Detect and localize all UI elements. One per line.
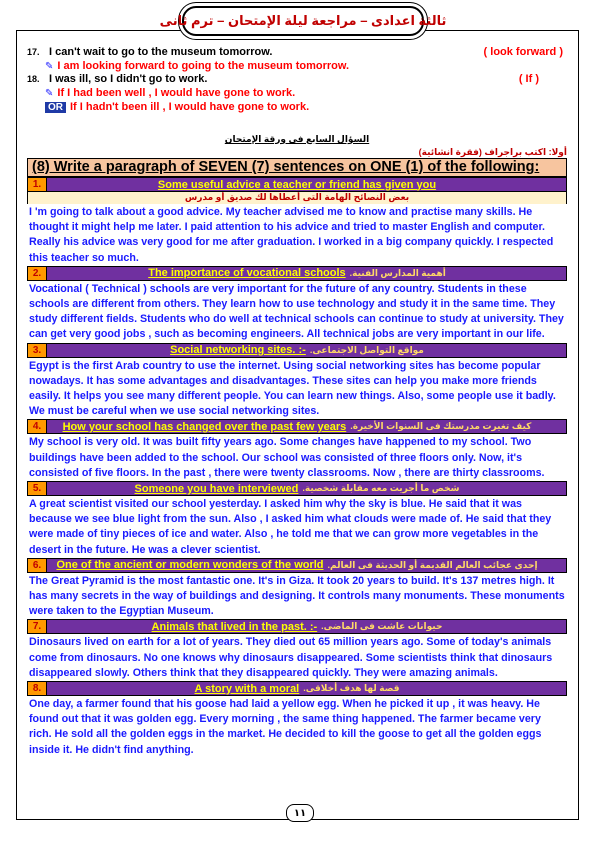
topic-6	[27, 558, 567, 620]
question-hint: ( look forward )	[483, 46, 563, 58]
answer-18-alt	[27, 100, 567, 114]
topic-title: A story with a moral	[194, 682, 300, 695]
topic-paragraph: One day, a farmer found that his goose had laid a yellow egg. When he picked it up , it was heavy. He found out that it was golden egg. Every morning , the same thing happened. The farmer became very rich. He sold all the golden eggs in the market. He decided to kill the goose to get all the golden eggs inside it. He didn't find anything.	[29, 698, 542, 756]
topic-title-bar	[27, 558, 567, 573]
topic-arabic-title: مواقع التواصل الاجتماعى.	[309, 344, 424, 355]
topic-title-bar	[27, 266, 567, 281]
question-number: 17.	[27, 47, 40, 57]
topic-paragraph: A great scientist visited our school yesterday. I asked him why the sky is blue. He said that it was because we see blue light from the sun. Also , I asked him what clouds were made of. He said that they were made of tiny pieces of ice and water. Also , he told me that we can grow more vegetables in the desert in the future. He was a clever scientist.	[29, 498, 552, 556]
topic-8	[27, 681, 567, 758]
page-content	[27, 46, 567, 758]
topic-arabic-title: كيف تغيرت مدرستك فى السنوات الأخيرة.	[350, 421, 532, 432]
topic-number: 7.	[28, 620, 47, 633]
question-17	[27, 46, 567, 59]
topic-arabic-title: إحدى عجائب العالم القديمة أو الحديثة فى العالم.	[327, 559, 538, 570]
topic-4	[27, 419, 567, 481]
topic-arabic-subtitle: بعض النصائح الهامة التى أعطاها لك صديق أو مدرس	[27, 192, 567, 204]
topic-paragraph: Dinosaurs lived on earth for a lot of years. They died out 65 million years ago. Some of today's animals come from dinosaurs. No one knows why dinosaurs disappeared. Some scientists think that dinosaurs disappeared slowly. Others think that they disappeared quickly. They were amazing animals.	[29, 636, 553, 679]
answer-18	[27, 86, 567, 100]
topic-paragraph: My school is very old. It was built fifty years ago. Some changes have happened to my school. Two buildings have been added to the school. Our school was consisted of three floors only. Now, it's consisted of five floors. In the past , there were twenty classrooms. Now , there are thirty classrooms.	[29, 436, 545, 479]
topic-number: 4.	[28, 420, 47, 433]
topic-title: The importance of vocational schools	[148, 267, 346, 280]
topic-title: How your school has changed over the past few years	[62, 420, 347, 433]
topic-arabic-title: أهمية المدارس الفنية.	[349, 267, 446, 278]
answer-text: I am looking forward to going to the museum tomorrow.	[57, 60, 350, 72]
question-hint: ( If )	[518, 73, 539, 85]
topic-number: 3.	[28, 344, 47, 357]
page-header: ثالثة اعدادى – مراجعة ليلة الإمتحان – ترم ثانى	[182, 6, 424, 36]
question-text: I was ill, so I didn't go to work.	[49, 73, 208, 85]
topic-title-bar	[27, 419, 567, 434]
or-label: OR	[45, 102, 66, 113]
question-text: I can't wait to go to the museum tomorrow.	[49, 46, 273, 58]
topic-1	[27, 177, 567, 266]
answer-alt-text: If I hadn't been ill , I would have gone to work.	[70, 101, 310, 113]
topic-arabic-title: قصة لها هدف أخلاقى.	[303, 683, 400, 694]
topic-number: 5.	[28, 482, 47, 495]
question-18	[27, 73, 567, 86]
topic-paragraph: The Great Pyramid is the most fantastic one. It's in Giza. It took 20 years to build. It's 137 metres high. It has many secrets in the way of buildings and designing. It controls many monuments. These monuments were taken to the Egyptian Museum.	[29, 574, 565, 618]
topic-7	[27, 619, 567, 681]
section-title: السؤال السابع فى ورقة الإمتحان	[224, 134, 370, 144]
topic-arabic-title: حيوانات عاشت فى الماضى.	[321, 621, 443, 632]
topic-title-bar	[27, 481, 567, 496]
topic-paragraph: I 'm going to talk about a good advice. My teacher advised me to know and practise many skills. He thought it might help me later. I paid attention to his advice and tried to master English and computer. Really his advice was very good for me after graduation. I worked in a big company quickly. I respected this teacher so much.	[29, 206, 554, 264]
topic-title: Someone you have interviewed	[134, 482, 299, 495]
answer-text: If I had been well , I would have gone to work.	[57, 87, 296, 99]
topic-number: 2.	[28, 267, 47, 280]
first-label: أولا: اكتب براجراف (فقرة انشائية)	[418, 147, 567, 157]
topic-title-bar	[27, 177, 567, 192]
topic-3	[27, 343, 567, 420]
topic-title-bar	[27, 681, 567, 696]
topic-title: Some useful advice a teacher or friend has given you	[157, 178, 437, 191]
topic-number: 1.	[28, 178, 47, 191]
topic-title: One of the ancient or modern wonders of the world	[56, 559, 324, 572]
topic-title: Animals that lived in the past. :-	[151, 620, 318, 633]
pen-icon: ✎	[45, 87, 54, 99]
topic-number: 6.	[28, 559, 47, 572]
topic-number: 8.	[28, 682, 47, 695]
topic-title: Social networking sites. :-	[170, 344, 306, 357]
answer-17	[27, 59, 567, 73]
topic-arabic-title: شخص ما أجريت معه مقابلة شخصية.	[302, 483, 460, 494]
page-number: ١١	[286, 804, 314, 822]
pen-icon: ✎	[45, 60, 54, 72]
topic-2	[27, 266, 567, 343]
topic-title-bar	[27, 343, 567, 358]
paragraph-heading: (8) Write a paragraph of SEVEN (7) sentences on ONE (1) of the following:	[27, 158, 567, 177]
topics-list	[27, 177, 567, 758]
topic-paragraph: Egypt is the first Arab country to use the internet. Using social networking sites has become popular nowadays. It has some advantages and disadvantages. These sites can help you make more friends easily. It helps you see many different people. You can learn new things. Also, some people use it badly. We must be careful when we use social networking sites.	[29, 359, 556, 418]
question-number: 18.	[27, 74, 40, 84]
topic-paragraph: Vocational ( Technical ) schools are very important for the future of any country. Students in these schools are different from others. They learn how to use technology and study it in the same time. They study different fields. Students who do well at technical schools can continue to study at university. They can get very good jobs , such as becoming engineers. All technical jobs are very important in our life.	[29, 282, 564, 341]
topic-5	[27, 481, 567, 558]
topic-title-bar	[27, 619, 567, 634]
